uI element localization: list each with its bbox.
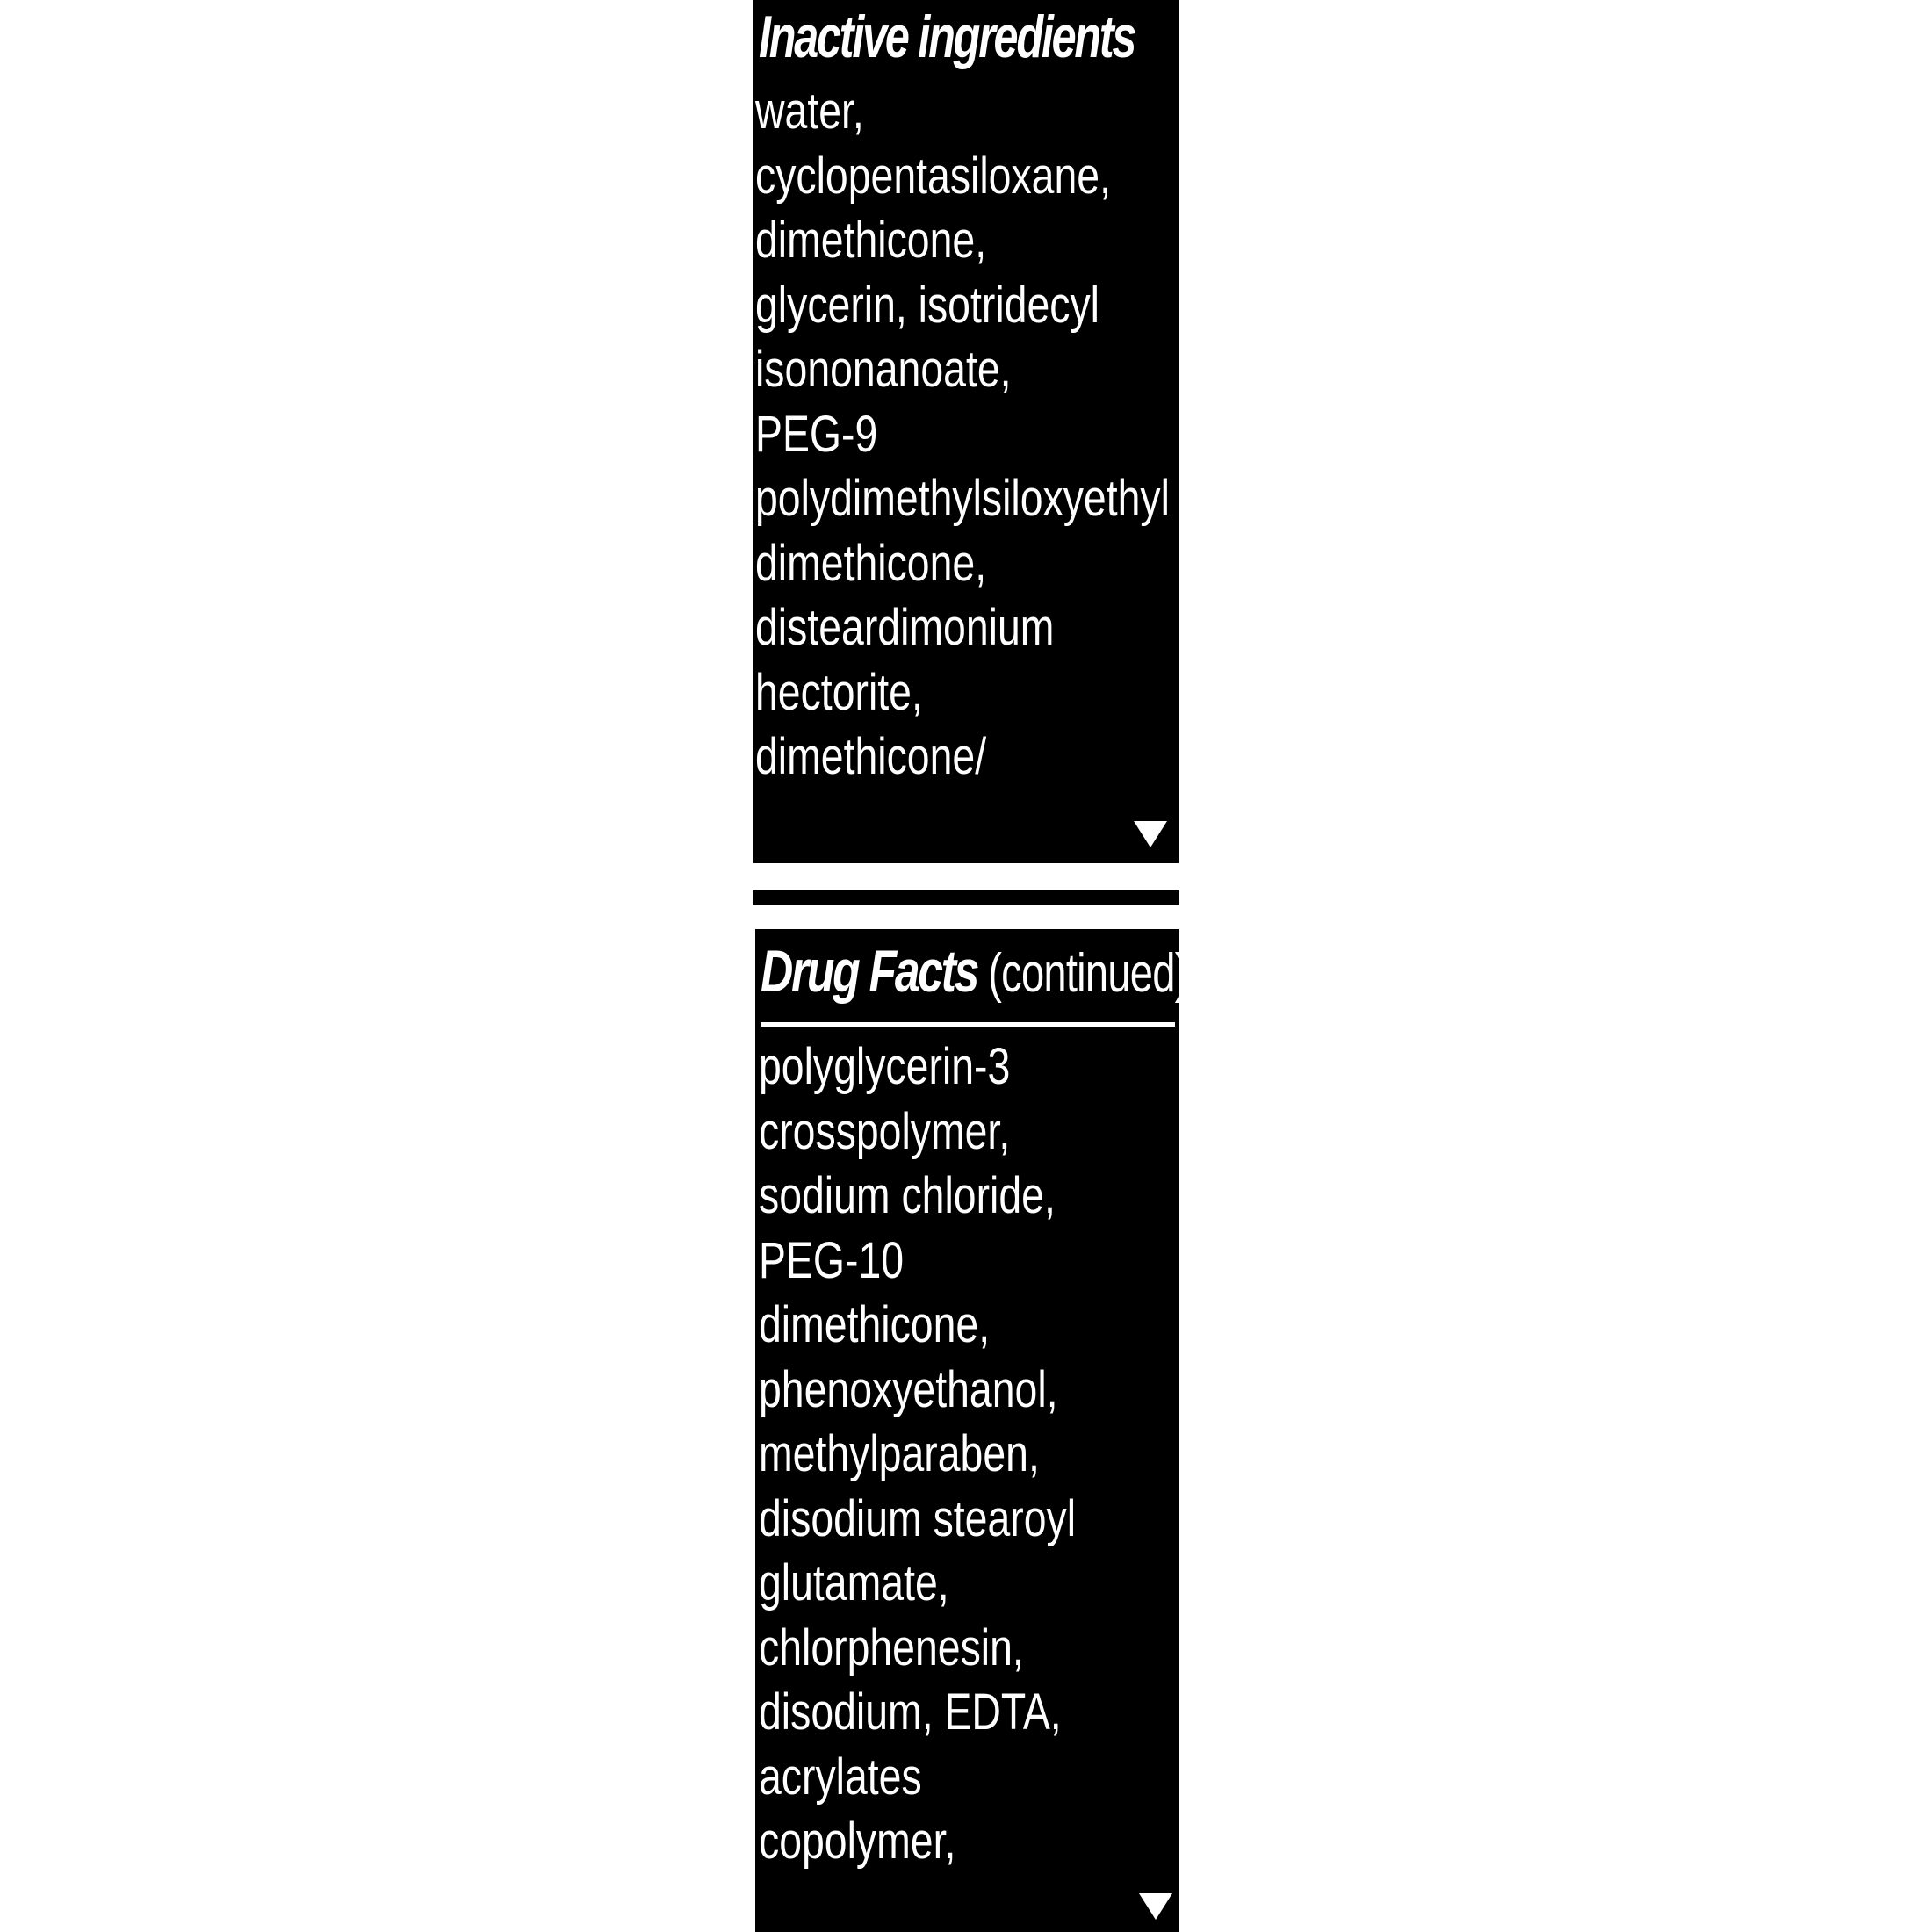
ingredient-line: phenoxyethanol,: [759, 1360, 1058, 1418]
ingredient-line: disodium, EDTA,: [759, 1683, 1062, 1741]
ingredient-line: disteardimonium: [755, 599, 1055, 656]
ingredient-line: methylparaben,: [759, 1425, 1040, 1482]
continued-ingredients-list: [759, 1034, 1076, 1874]
ingredient-line: glutamate,: [759, 1554, 949, 1611]
ingredient-line: PEG-10: [759, 1231, 905, 1289]
ingredient-line: chlorphenesin,: [759, 1618, 1024, 1676]
ingredient-line: acrylates: [759, 1748, 922, 1806]
ingredient-line: dimethicone/: [755, 728, 987, 785]
continued-label: (continued): [988, 943, 1188, 1004]
heading-rule: [761, 1022, 1175, 1027]
ingredient-line: sodium chloride,: [759, 1167, 1056, 1224]
drug-facts-continued-panel: [755, 929, 1188, 1932]
ingredient-line: glycerin, isotridecyl: [755, 276, 1099, 334]
triangle-down-icon: [1139, 1893, 1172, 1920]
drug-facts-title: Drug Facts: [761, 938, 978, 1005]
ingredient-line: crosspolymer,: [759, 1102, 1011, 1160]
panel-divider: [753, 890, 1179, 905]
ingredient-line: disodium stearoyl: [759, 1489, 1077, 1547]
ingredient-line: polyglycerin-3: [759, 1038, 1011, 1095]
triangle-down-icon: [1134, 821, 1167, 847]
ingredient-line: PEG-9: [755, 405, 878, 463]
drug-facts-heading: [761, 933, 1188, 1013]
ingredient-line: dimethicone,: [755, 534, 987, 592]
ingredient-line: water,: [755, 83, 864, 140]
ingredient-line: dimethicone,: [759, 1296, 991, 1353]
ingredient-line: hectorite,: [755, 663, 923, 721]
ingredient-line: copolymer,: [759, 1813, 956, 1870]
ingredient-line: polydimethylsiloxyethyl: [755, 470, 1170, 527]
inactive-ingredients-panel: [753, 0, 1179, 863]
inactive-ingredients-heading: Inactive ingredients: [759, 4, 1135, 70]
ingredient-line: cyclopentasiloxane,: [755, 147, 1111, 205]
inactive-ingredients-list: [755, 79, 1170, 789]
ingredient-line: isononanoate,: [755, 341, 1012, 398]
ingredient-line: dimethicone,: [755, 212, 987, 269]
